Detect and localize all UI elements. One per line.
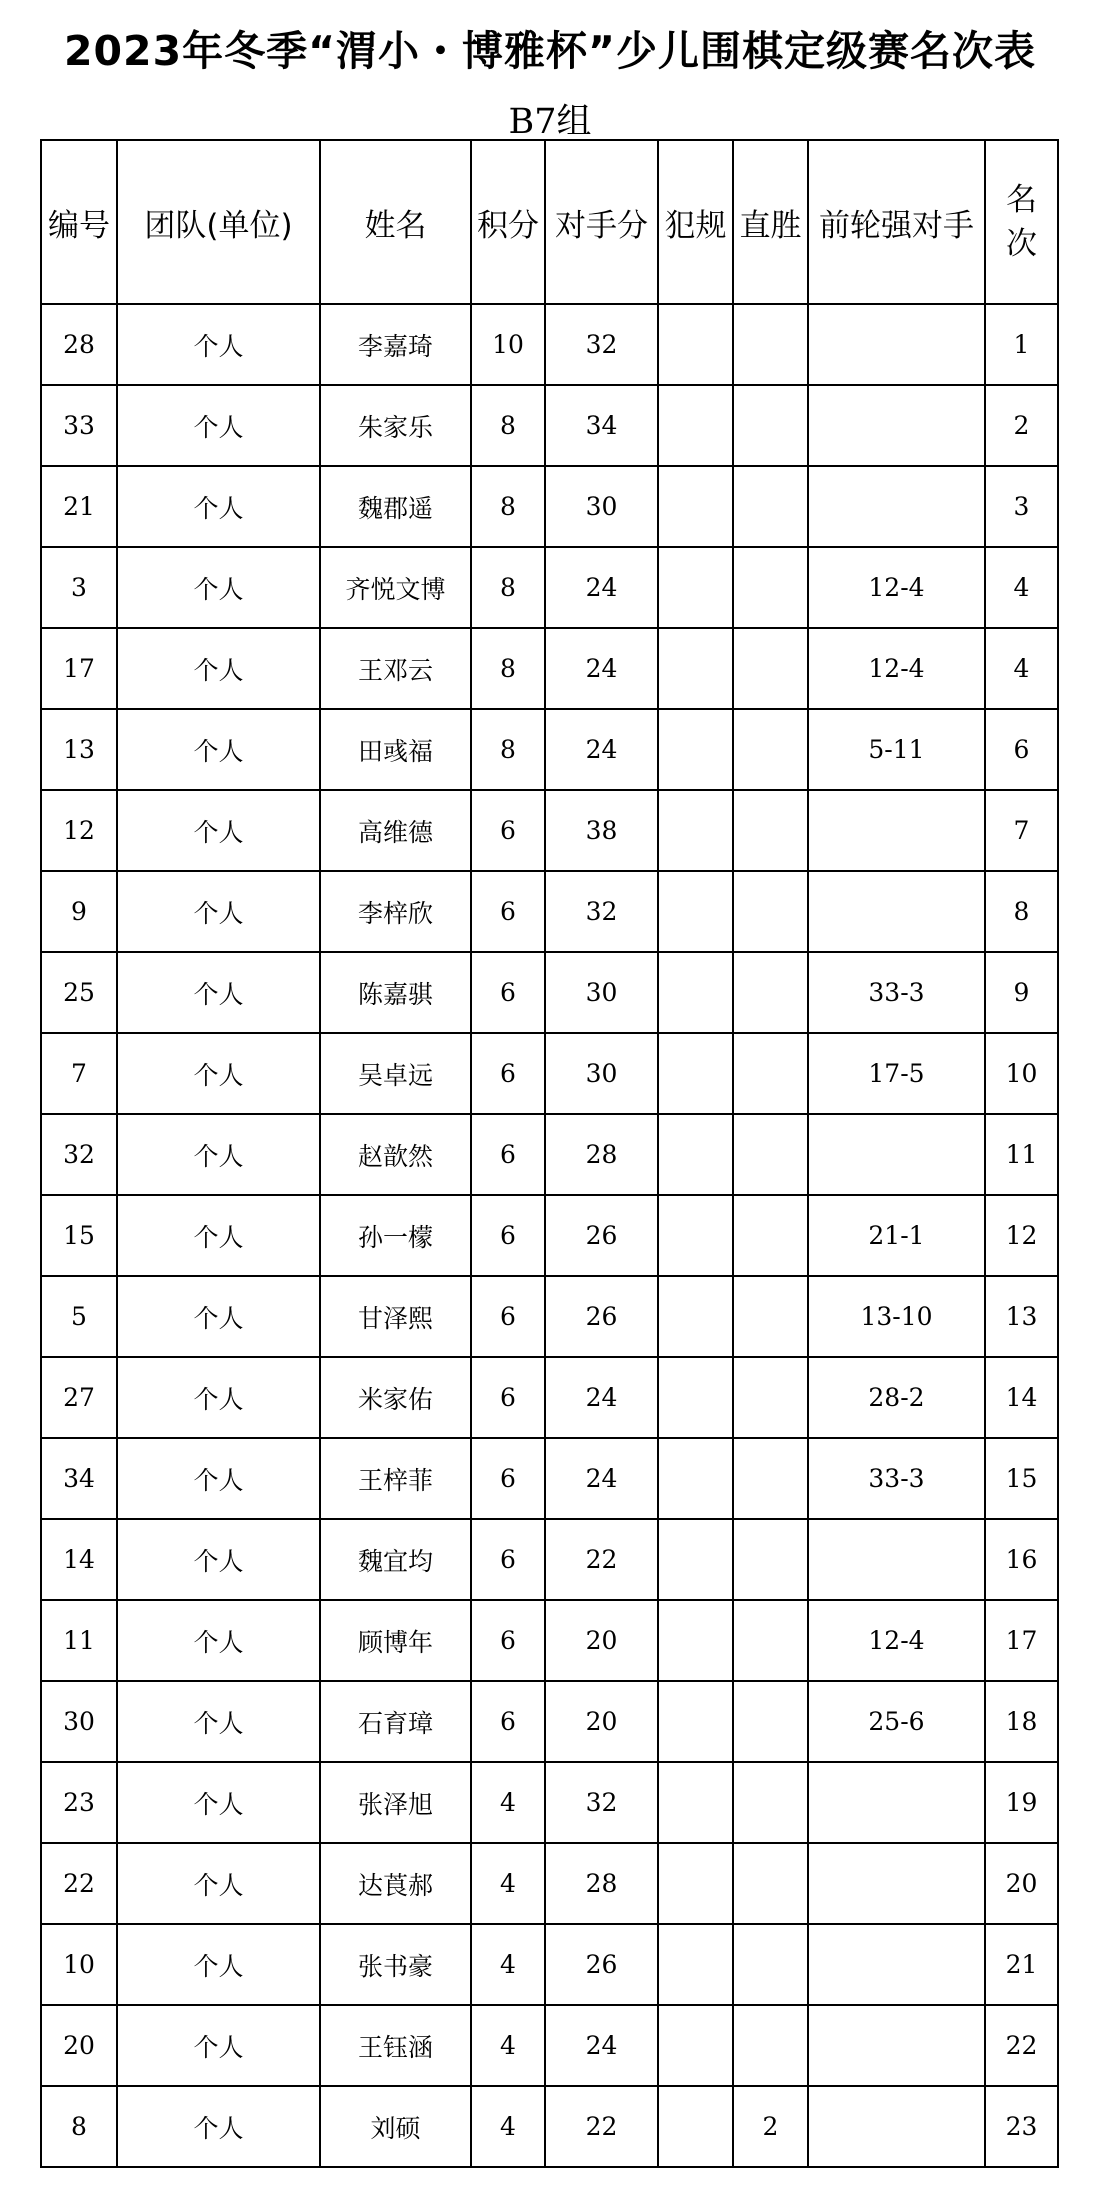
cell-opponent-points: 26	[545, 1195, 658, 1276]
cell-prev-strong-opponent: 25-6	[808, 1681, 985, 1762]
cell-team: 个人	[117, 790, 320, 871]
cell-points: 6	[471, 952, 545, 1033]
header-direct-win: 直胜	[733, 140, 808, 304]
cell-prev-strong-opponent: 33-3	[808, 952, 985, 1033]
cell-rank: 2	[985, 385, 1058, 466]
cell-direct-win	[733, 385, 808, 466]
cell-foul	[658, 1357, 733, 1438]
cell-prev-strong-opponent: 12-4	[808, 628, 985, 709]
cell-team: 个人	[117, 385, 320, 466]
header-team: 团队(单位)	[117, 140, 320, 304]
cell-foul	[658, 709, 733, 790]
cell-id: 12	[41, 790, 117, 871]
cell-points: 6	[471, 1195, 545, 1276]
cell-direct-win	[733, 1357, 808, 1438]
cell-direct-win	[733, 1762, 808, 1843]
cell-points: 6	[471, 1357, 545, 1438]
table-row	[41, 547, 1058, 628]
ranking-table	[40, 139, 1059, 2168]
cell-opponent-points: 28	[545, 1114, 658, 1195]
cell-opponent-points: 24	[545, 709, 658, 790]
cell-direct-win	[733, 1114, 808, 1195]
cell-foul	[658, 1114, 733, 1195]
table-row	[41, 1519, 1058, 1600]
document-title: 2023年冬季“渭小・博雅杯”少儿围棋定级赛名次表	[63, 27, 1036, 75]
cell-team: 个人	[117, 466, 320, 547]
cell-prev-strong-opponent: 12-4	[808, 547, 985, 628]
cell-name: 孙一檬	[320, 1195, 471, 1276]
cell-points: 6	[471, 1033, 545, 1114]
cell-prev-strong-opponent	[808, 1924, 985, 2005]
cell-direct-win	[733, 790, 808, 871]
cell-points: 6	[471, 1681, 545, 1762]
cell-name: 达莨郝	[320, 1843, 471, 1924]
cell-prev-strong-opponent	[808, 466, 985, 547]
cell-foul	[658, 1276, 733, 1357]
cell-points: 6	[471, 1276, 545, 1357]
cell-team: 个人	[117, 1114, 320, 1195]
cell-id: 34	[41, 1438, 117, 1519]
cell-id: 33	[41, 385, 117, 466]
cell-id: 11	[41, 1600, 117, 1681]
cell-opponent-points: 24	[545, 628, 658, 709]
cell-rank: 16	[985, 1519, 1058, 1600]
cell-prev-strong-opponent: 33-3	[808, 1438, 985, 1519]
cell-rank: 18	[985, 1681, 1058, 1762]
cell-name: 魏郡遥	[320, 466, 471, 547]
table-row	[41, 1195, 1058, 1276]
cell-id: 21	[41, 466, 117, 547]
cell-rank: 15	[985, 1438, 1058, 1519]
cell-id: 5	[41, 1276, 117, 1357]
table-row	[41, 871, 1058, 952]
cell-rank: 19	[985, 1762, 1058, 1843]
header-opponent-points: 对手分	[545, 140, 658, 304]
cell-id: 3	[41, 547, 117, 628]
header-prev-strong-opponent: 前轮强对手	[808, 140, 985, 304]
cell-points: 6	[471, 790, 545, 871]
cell-name: 王梓菲	[320, 1438, 471, 1519]
cell-direct-win	[733, 871, 808, 952]
table-row	[41, 304, 1058, 385]
cell-name: 米家佑	[320, 1357, 471, 1438]
cell-points: 4	[471, 1843, 545, 1924]
cell-foul	[658, 1924, 733, 2005]
cell-foul	[658, 790, 733, 871]
cell-opponent-points: 22	[545, 2086, 658, 2167]
cell-opponent-points: 22	[545, 1519, 658, 1600]
cell-direct-win	[733, 1681, 808, 1762]
cell-team: 个人	[117, 1033, 320, 1114]
cell-points: 6	[471, 1600, 545, 1681]
cell-team: 个人	[117, 871, 320, 952]
cell-direct-win	[733, 1276, 808, 1357]
cell-points: 8	[471, 385, 545, 466]
cell-team: 个人	[117, 709, 320, 790]
cell-prev-strong-opponent	[808, 1519, 985, 1600]
cell-prev-strong-opponent: 13-10	[808, 1276, 985, 1357]
cell-foul	[658, 1519, 733, 1600]
header-name: 姓名	[320, 140, 471, 304]
cell-opponent-points: 34	[545, 385, 658, 466]
cell-points: 8	[471, 466, 545, 547]
cell-team: 个人	[117, 1519, 320, 1600]
cell-name: 田彧福	[320, 709, 471, 790]
cell-direct-win	[733, 1438, 808, 1519]
header-rank-line2: 次	[1006, 226, 1037, 262]
cell-id: 15	[41, 1195, 117, 1276]
table-row	[41, 385, 1058, 466]
cell-opponent-points: 24	[545, 1357, 658, 1438]
cell-team: 个人	[117, 1276, 320, 1357]
cell-points: 4	[471, 1924, 545, 2005]
cell-rank: 12	[985, 1195, 1058, 1276]
cell-rank: 8	[985, 871, 1058, 952]
cell-name: 李嘉琦	[320, 304, 471, 385]
cell-rank: 14	[985, 1357, 1058, 1438]
cell-direct-win	[733, 466, 808, 547]
cell-opponent-points: 38	[545, 790, 658, 871]
cell-name: 张泽旭	[320, 1762, 471, 1843]
cell-opponent-points: 20	[545, 1681, 658, 1762]
cell-team: 个人	[117, 1357, 320, 1438]
cell-name: 魏宜均	[320, 1519, 471, 1600]
cell-opponent-points: 26	[545, 1924, 658, 2005]
cell-rank: 11	[985, 1114, 1058, 1195]
cell-id: 13	[41, 709, 117, 790]
cell-name: 刘硕	[320, 2086, 471, 2167]
cell-team: 个人	[117, 952, 320, 1033]
table-header-row	[41, 140, 1058, 304]
cell-name: 齐悦文博	[320, 547, 471, 628]
table-row	[41, 1843, 1058, 1924]
table-row	[41, 790, 1058, 871]
cell-foul	[658, 1438, 733, 1519]
cell-prev-strong-opponent	[808, 385, 985, 466]
cell-name: 朱家乐	[320, 385, 471, 466]
cell-opponent-points: 20	[545, 1600, 658, 1681]
cell-rank: 4	[985, 547, 1058, 628]
cell-name: 吴卓远	[320, 1033, 471, 1114]
cell-foul	[658, 1195, 733, 1276]
cell-id: 14	[41, 1519, 117, 1600]
group-label: B7组	[508, 102, 592, 142]
header-rank	[985, 140, 1058, 304]
cell-direct-win	[733, 1519, 808, 1600]
cell-rank: 22	[985, 2005, 1058, 2086]
cell-opponent-points: 28	[545, 1843, 658, 1924]
cell-prev-strong-opponent	[808, 790, 985, 871]
cell-foul	[658, 1681, 733, 1762]
table-row	[41, 1924, 1058, 2005]
cell-team: 个人	[117, 1195, 320, 1276]
cell-points: 8	[471, 628, 545, 709]
table-row	[41, 952, 1058, 1033]
cell-team: 个人	[117, 547, 320, 628]
cell-opponent-points: 32	[545, 871, 658, 952]
cell-foul	[658, 1600, 733, 1681]
cell-direct-win	[733, 2005, 808, 2086]
cell-direct-win	[733, 304, 808, 385]
table-row	[41, 628, 1058, 709]
header-rank-line1: 名	[1006, 182, 1037, 218]
cell-id: 30	[41, 1681, 117, 1762]
cell-opponent-points: 24	[545, 547, 658, 628]
cell-direct-win	[733, 547, 808, 628]
cell-direct-win	[733, 1924, 808, 2005]
header-foul: 犯规	[658, 140, 733, 304]
table-row	[41, 1033, 1058, 1114]
cell-name: 甘泽熙	[320, 1276, 471, 1357]
cell-points: 4	[471, 2086, 545, 2167]
cell-direct-win	[733, 952, 808, 1033]
cell-points: 10	[471, 304, 545, 385]
header-points: 积分	[471, 140, 545, 304]
cell-id: 17	[41, 628, 117, 709]
cell-id: 27	[41, 1357, 117, 1438]
cell-foul	[658, 466, 733, 547]
cell-prev-strong-opponent: 12-4	[808, 1600, 985, 1681]
cell-direct-win: 2	[733, 2086, 808, 2167]
table-row	[41, 709, 1058, 790]
cell-direct-win	[733, 1033, 808, 1114]
cell-id: 28	[41, 304, 117, 385]
cell-rank: 10	[985, 1033, 1058, 1114]
cell-id: 25	[41, 952, 117, 1033]
cell-foul	[658, 871, 733, 952]
cell-id: 22	[41, 1843, 117, 1924]
cell-direct-win	[733, 628, 808, 709]
cell-rank: 9	[985, 952, 1058, 1033]
cell-team: 个人	[117, 1843, 320, 1924]
table-row	[41, 1681, 1058, 1762]
cell-prev-strong-opponent	[808, 304, 985, 385]
cell-points: 8	[471, 709, 545, 790]
cell-name: 王钰涵	[320, 2005, 471, 2086]
cell-foul	[658, 1033, 733, 1114]
table-row	[41, 466, 1058, 547]
cell-team: 个人	[117, 1762, 320, 1843]
cell-foul	[658, 628, 733, 709]
cell-name: 王邓云	[320, 628, 471, 709]
cell-foul	[658, 1843, 733, 1924]
cell-foul	[658, 2086, 733, 2167]
cell-points: 4	[471, 2005, 545, 2086]
cell-direct-win	[733, 709, 808, 790]
table-row	[41, 1438, 1058, 1519]
cell-team: 个人	[117, 628, 320, 709]
cell-foul	[658, 952, 733, 1033]
cell-rank: 4	[985, 628, 1058, 709]
cell-rank: 21	[985, 1924, 1058, 2005]
cell-id: 23	[41, 1762, 117, 1843]
table-row	[41, 2005, 1058, 2086]
cell-opponent-points: 24	[545, 1438, 658, 1519]
cell-rank: 3	[985, 466, 1058, 547]
cell-direct-win	[733, 1600, 808, 1681]
cell-foul	[658, 2005, 733, 2086]
cell-name: 赵歆然	[320, 1114, 471, 1195]
cell-team: 个人	[117, 2005, 320, 2086]
cell-direct-win	[733, 1195, 808, 1276]
cell-id: 8	[41, 2086, 117, 2167]
cell-prev-strong-opponent: 17-5	[808, 1033, 985, 1114]
cell-foul	[658, 547, 733, 628]
cell-points: 4	[471, 1762, 545, 1843]
cell-points: 6	[471, 1114, 545, 1195]
cell-opponent-points: 32	[545, 304, 658, 385]
cell-name: 石育璋	[320, 1681, 471, 1762]
cell-points: 8	[471, 547, 545, 628]
cell-prev-strong-opponent	[808, 1762, 985, 1843]
cell-prev-strong-opponent	[808, 2086, 985, 2167]
table-row	[41, 1600, 1058, 1681]
cell-rank: 23	[985, 2086, 1058, 2167]
table-row	[41, 1276, 1058, 1357]
cell-direct-win	[733, 1843, 808, 1924]
cell-opponent-points: 32	[545, 1762, 658, 1843]
cell-team: 个人	[117, 304, 320, 385]
cell-opponent-points: 30	[545, 466, 658, 547]
cell-prev-strong-opponent: 5-11	[808, 709, 985, 790]
cell-foul	[658, 304, 733, 385]
cell-id: 9	[41, 871, 117, 952]
cell-opponent-points: 26	[545, 1276, 658, 1357]
cell-team: 个人	[117, 1681, 320, 1762]
header-id: 编号	[41, 140, 117, 304]
cell-rank: 1	[985, 304, 1058, 385]
cell-prev-strong-opponent	[808, 2005, 985, 2086]
cell-foul	[658, 385, 733, 466]
table-row	[41, 1357, 1058, 1438]
cell-team: 个人	[117, 1438, 320, 1519]
cell-points: 6	[471, 871, 545, 952]
cell-rank: 20	[985, 1843, 1058, 1924]
cell-opponent-points: 24	[545, 2005, 658, 2086]
cell-prev-strong-opponent	[808, 1114, 985, 1195]
cell-points: 6	[471, 1519, 545, 1600]
cell-name: 顾博年	[320, 1600, 471, 1681]
cell-id: 10	[41, 1924, 117, 2005]
cell-prev-strong-opponent	[808, 871, 985, 952]
cell-name: 高维德	[320, 790, 471, 871]
cell-opponent-points: 30	[545, 1033, 658, 1114]
cell-team: 个人	[117, 1600, 320, 1681]
cell-rank: 7	[985, 790, 1058, 871]
cell-id: 32	[41, 1114, 117, 1195]
cell-name: 张书豪	[320, 1924, 471, 2005]
cell-name: 陈嘉骐	[320, 952, 471, 1033]
cell-rank: 13	[985, 1276, 1058, 1357]
cell-rank: 6	[985, 709, 1058, 790]
table-row	[41, 2086, 1058, 2167]
cell-team: 个人	[117, 1924, 320, 2005]
cell-opponent-points: 30	[545, 952, 658, 1033]
cell-foul	[658, 1762, 733, 1843]
cell-rank: 17	[985, 1600, 1058, 1681]
cell-prev-strong-opponent	[808, 1843, 985, 1924]
cell-prev-strong-opponent: 21-1	[808, 1195, 985, 1276]
cell-name: 李梓欣	[320, 871, 471, 952]
cell-points: 6	[471, 1438, 545, 1519]
cell-prev-strong-opponent: 28-2	[808, 1357, 985, 1438]
cell-id: 7	[41, 1033, 117, 1114]
table-row	[41, 1114, 1058, 1195]
cell-team: 个人	[117, 2086, 320, 2167]
cell-id: 20	[41, 2005, 117, 2086]
table-row	[41, 1762, 1058, 1843]
